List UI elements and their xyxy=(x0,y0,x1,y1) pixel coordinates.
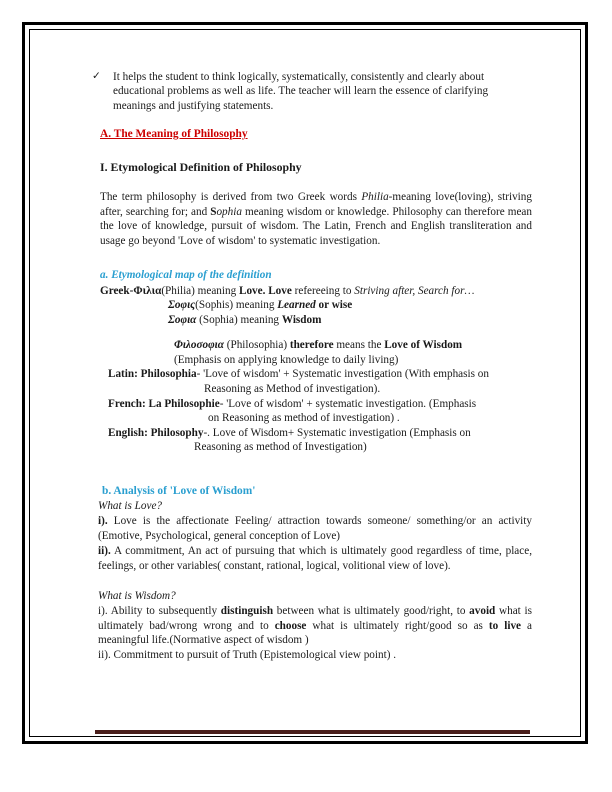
latin-line-2: Reasoning as Method of investigation). xyxy=(204,382,381,395)
footer-horizontal-rule xyxy=(95,730,530,734)
sophia-transliteration-close: ) meaning xyxy=(233,313,282,326)
philosophia-note: (Emphasis on applying knowledge to daily living) xyxy=(174,353,399,366)
page-inner-border xyxy=(29,29,581,737)
philia-meaning: Love. Love xyxy=(239,284,292,297)
intro-paragraph xyxy=(100,190,532,250)
sophis-transliteration: (Sophis) meaning xyxy=(195,299,278,312)
greek-philia-line xyxy=(100,284,532,299)
english-line-2: Reasoning as method of Investigation) xyxy=(194,441,367,454)
love-ii-text: A commitment, An act of pursuing that which is ultimately good regardless of time, place, feelings, or other variables( constant, rational, logical, volitional view of love). xyxy=(98,545,532,572)
sophia-s-bold: S xyxy=(210,205,217,218)
french-line-1 xyxy=(108,397,532,412)
checkmark-icon: ✓ xyxy=(92,70,101,82)
greek-word-sophis: Σοφις xyxy=(168,299,196,312)
philosophia-therefore: therefore xyxy=(289,339,334,352)
wisdom-i-p3: what is ultimately bad/wrong wrong and to xyxy=(98,604,532,632)
map-spacer xyxy=(100,327,532,338)
philia-transliteration: (Philia) meaning xyxy=(161,284,239,297)
english-entry xyxy=(108,426,532,455)
etymological-map-heading: a. Etymological map of the definition xyxy=(100,269,272,282)
section-heading-a: A. The Meaning of Philosophy xyxy=(100,127,248,140)
philosophia-transliteration: (Philosophia) xyxy=(223,339,290,352)
latin-entry xyxy=(108,367,532,396)
page-border-frame xyxy=(22,22,588,744)
philia-connector: refereeing to xyxy=(291,284,355,297)
love-i-text: Love is the affectionate Feeling/ attraction towards someone/ something/or an activity (Emotive, Psychological, general conception of Love) xyxy=(98,515,532,543)
analysis-heading: b. Analysis of 'Love of Wisdom' xyxy=(102,484,256,497)
philosophia-meaning: Love of Wisdom xyxy=(384,339,463,352)
sophia-transliteration-open: (Sophia xyxy=(196,313,234,326)
wisdom-i-p5: a meaningful life.(Normative aspect of wisdom ) xyxy=(98,619,533,647)
section-spacer xyxy=(92,455,532,484)
greek-word-philosophia: Φιλοσοφια xyxy=(174,339,224,352)
document-content xyxy=(92,70,532,663)
wisdom-i-p4: what is ultimately right/good so as xyxy=(306,619,489,632)
wisdom-i-p2: between what is ultimately good/right, to xyxy=(273,604,470,617)
sophia-meaning: Wisdom xyxy=(281,313,322,326)
wisdom-i-p1: Ability to subsequently xyxy=(107,604,221,617)
french-line-2: on Reasoning as method of investigation) . xyxy=(208,412,400,425)
etymological-map-block xyxy=(100,284,532,455)
philia-italic: Philia xyxy=(361,190,389,203)
love-i-marker: i). xyxy=(98,515,108,528)
intro-part3: meaning wisdom or knowledge. Philosophy can therefore mean the love of knowledge, pursuit of wisdom. The Latin, French and English transliteration and usage go beyond 'Love of wisdom' to systematic investigation. xyxy=(100,205,532,248)
wisdom-i-to-live: to live xyxy=(488,619,522,632)
greek-philosophia-line xyxy=(100,338,532,353)
intro-part1: The term philosophy is derived from two Greek words xyxy=(100,190,362,203)
latin-label: Latin: Philosophia xyxy=(108,368,197,381)
wisdom-ii-text: Commitment to pursuit of Truth (Epistemological view point) . xyxy=(113,649,397,662)
latin-line-1 xyxy=(108,367,532,382)
philia-italic-tail: Striving after, Search for… xyxy=(354,284,475,297)
french-entry xyxy=(108,397,532,426)
sophis-meaning: Learned xyxy=(277,299,316,312)
wisdom-ii-marker: ii). xyxy=(98,649,114,662)
wisdom-i-choose: choose xyxy=(274,619,307,632)
greek-word-sophia: Σοφια xyxy=(168,313,197,326)
wisdom-i-avoid: avoid xyxy=(469,604,496,617)
love-point-i xyxy=(98,514,532,544)
greek-label: Greek- xyxy=(100,284,134,297)
wisdom-spacer xyxy=(92,574,532,589)
checklist-item-text: It helps the student to think logically, systematically, consistently and clearly about educational problems as well as life. The teacher will learn the essence of clarifying meanings and justifying statements. xyxy=(113,71,489,112)
wisdom-point-i xyxy=(98,604,532,649)
love-ii-marker: ii). xyxy=(98,545,111,558)
subsection-heading-i: I. Etymological Definition of Philosophy xyxy=(100,159,302,174)
sophia-italic: ophia xyxy=(216,205,242,218)
french-label: French: La Philosophie xyxy=(108,397,220,410)
wisdom-i-marker: i). xyxy=(98,604,108,617)
question-what-is-wisdom: What is Wisdom? xyxy=(98,589,176,602)
english-line-1 xyxy=(108,426,532,441)
latin-text-1: - 'Love of wisdom' + Systematic investigation (With emphasis on xyxy=(196,368,489,381)
sophis-tail: or wise xyxy=(315,299,353,312)
question-what-is-love: What is Love? xyxy=(98,500,163,513)
greek-sophia-line xyxy=(100,313,532,328)
wisdom-i-distinguish: distinguish xyxy=(220,604,274,617)
philosophia-means: means the xyxy=(333,339,385,352)
love-point-ii xyxy=(98,544,532,574)
english-text-1: -. Love of Wisdom+ Systematic investigation (Emphasis on xyxy=(203,426,471,439)
greek-word-philia: Φιλια xyxy=(133,284,162,297)
greek-sophis-line xyxy=(100,298,532,313)
french-text-1: - 'Love of wisdom' + systematic investigation. (Emphasis xyxy=(219,397,477,410)
english-label: English: Philosophy xyxy=(108,426,204,439)
wisdom-point-ii xyxy=(98,648,532,663)
checklist-item xyxy=(92,70,532,113)
intro-part2: -meaning love(loving), striving after, searching for; and xyxy=(100,190,532,218)
